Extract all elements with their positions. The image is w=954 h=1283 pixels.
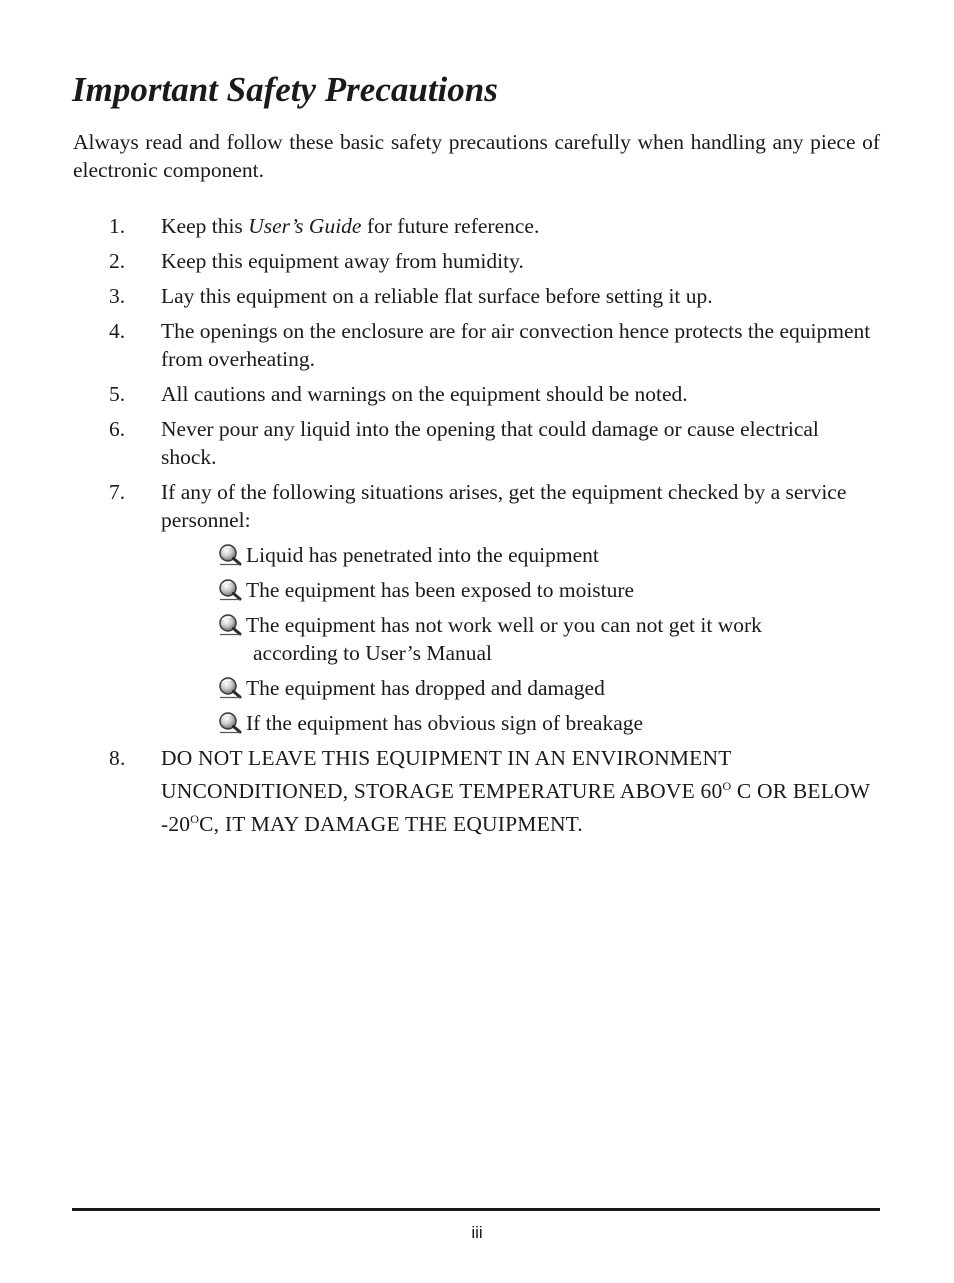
item-text: Lay this equipment on a reliable flat surface before setting it up.: [161, 284, 713, 308]
item-text: C, IT MAY DAMAGE THE EQUIPMENT.: [199, 812, 583, 837]
footer-rule: [72, 1208, 880, 1211]
situation-item: [218, 541, 828, 569]
item-number: 2.: [109, 249, 126, 273]
situation-text: The equipment has dropped and damaged: [246, 676, 605, 700]
list-item: [109, 282, 871, 310]
situation-text-continued: according to User’s Manual: [253, 641, 493, 665]
situation-item: [218, 611, 828, 667]
list-item: [109, 415, 871, 471]
degree-superscript: O: [190, 812, 200, 827]
item-text: for future reference.: [361, 214, 540, 238]
item-number: 1.: [109, 214, 126, 238]
situation-item: [218, 576, 828, 604]
item-text: Keep this: [161, 214, 249, 238]
item-text: The openings on the enclosure are for air convection hence protects the equipment from overheating.: [161, 319, 871, 371]
precautions-list: [0, 212, 954, 845]
list-item: [109, 317, 871, 373]
situation-text: The equipment has been exposed to moisture: [246, 578, 635, 602]
item-number: 3.: [109, 284, 126, 308]
intro-paragraph: Always read and follow these basic safety precautions carefully when handling any piece of electronic component.: [73, 130, 880, 182]
list-item: [109, 744, 871, 838]
magnifier-icon: [218, 677, 242, 699]
situation-item: [218, 674, 828, 702]
magnifier-icon: [218, 579, 242, 601]
page-number: iii: [471, 1223, 483, 1242]
item-text: If any of the following situations arises, get the equipment checked by a service personnel:: [161, 480, 847, 532]
magnifier-icon: [218, 544, 242, 566]
item-number: 7.: [109, 480, 126, 504]
item-number: 5.: [109, 382, 126, 406]
page-title: Important Safety Precautions: [72, 70, 498, 109]
list-item: [109, 380, 871, 408]
situation-item: [218, 709, 828, 737]
degree-superscript: O: [722, 779, 732, 793]
list-item: [109, 212, 871, 240]
item-text: All cautions and warnings on the equipment should be noted.: [161, 382, 688, 406]
list-item: [109, 478, 871, 534]
item-text: Never pour any liquid into the opening that could damage or cause electrical shock.: [161, 417, 819, 469]
situation-text: If the equipment has obvious sign of breakage: [246, 711, 644, 735]
magnifier-icon: [218, 614, 242, 636]
situation-text: The equipment has not work well or you can not get it work: [246, 613, 762, 637]
item-text: C OR BELOW -20: [161, 779, 870, 837]
users-guide-emphasis: User’s Guide: [248, 214, 362, 238]
situation-text: Liquid has penetrated into the equipment: [246, 543, 599, 567]
item-text: DO NOT LEAVE THIS EQUIPMENT IN AN ENVIRONMENT UNCONDITIONED, STORAGE TEMPERATURE ABOVE 60: [161, 746, 732, 804]
item-text: Keep this equipment away from humidity.: [161, 249, 524, 273]
magnifier-icon: [218, 712, 242, 734]
item-number: 4.: [109, 319, 126, 343]
item-number: 8.: [109, 746, 126, 770]
list-item: [109, 247, 871, 275]
item-number: 6.: [109, 417, 126, 441]
